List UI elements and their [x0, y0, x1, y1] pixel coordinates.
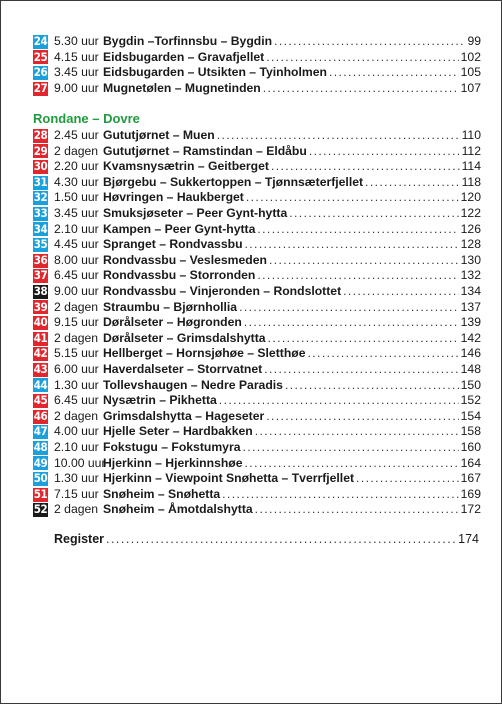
leader-dots [274, 34, 465, 50]
leader-dots [268, 331, 459, 347]
toc-entry[interactable] [33, 362, 481, 378]
route-title: Gututjørnet – Ramstindan – Eldåbu [103, 143, 307, 158]
route-duration: 1.30 uur [54, 377, 99, 392]
route-number-badge: 35 [33, 237, 48, 252]
toc-entry[interactable] [33, 409, 481, 425]
route-title: Dørålseter – Grimsdalshytta [103, 330, 266, 345]
page-number: 107 [460, 80, 481, 95]
leader-dots [242, 440, 458, 456]
route-duration: 4.45 uur [54, 237, 99, 252]
leader-dots [245, 456, 459, 472]
route-duration: 6.00 uur [54, 362, 99, 376]
route-title: Hellberget – Hornsjøhøe – Sletthøe [103, 346, 306, 361]
route-number-badge: 42 [33, 346, 48, 361]
route-number-badge: 24 [33, 34, 48, 48]
route-number-badge: 38 [33, 284, 48, 298]
toc-entry[interactable] [33, 346, 481, 362]
page-number: 128 [460, 237, 481, 252]
toc-entry[interactable] [33, 378, 481, 394]
route-number-badge: 47 [33, 424, 48, 439]
page-number: 150 [460, 377, 481, 392]
route-number-badge: 51 [33, 486, 48, 501]
leader-dots [285, 378, 459, 394]
toc-entry[interactable] [33, 128, 481, 144]
toc-entry[interactable] [33, 175, 481, 191]
leader-dots [255, 502, 459, 518]
route-title: Snøheim – Snøhetta [103, 486, 221, 501]
route-duration: 8.00 uur [54, 252, 99, 267]
page-number: 154 [460, 408, 481, 423]
toc-entry[interactable] [33, 487, 481, 503]
page-number: 122 [460, 206, 481, 220]
route-title: Gututjørnet – Muen [103, 128, 215, 142]
toc-entry[interactable] [33, 34, 481, 50]
page-number: 158 [460, 424, 481, 439]
route-duration: 2.10 uur [54, 221, 99, 236]
route-duration: 7.15 uur [54, 486, 99, 501]
route-number-badge: 32 [33, 190, 48, 205]
route-title: Eidsbugarden – Gravafjellet [103, 49, 265, 64]
leader-dots [239, 300, 459, 316]
page-number: 172 [460, 502, 481, 517]
toc-entry[interactable] [33, 144, 481, 160]
page-number: 148 [460, 362, 481, 376]
toc-entry[interactable] [33, 237, 481, 253]
page-number: 152 [460, 393, 481, 408]
page-number: 112 [461, 143, 481, 158]
leader-dots [219, 393, 459, 409]
route-title: Hjelle Seter – Hardbakken [103, 424, 253, 439]
route-number-badge: 28 [33, 128, 48, 142]
route-duration: 2.10 uur [54, 440, 99, 454]
page-number: 169 [460, 486, 481, 501]
toc-entry[interactable] [33, 222, 481, 238]
route-title: Fokstugu – Fokstumyra [103, 440, 241, 454]
route-number-badge: 41 [33, 330, 48, 345]
route-number-badge: 31 [33, 174, 48, 189]
route-number-badge: 46 [33, 408, 48, 423]
route-duration: 2 dagen [54, 502, 99, 517]
leader-dots [264, 362, 458, 378]
route-number-badge: 37 [33, 268, 48, 283]
toc-entry[interactable] [33, 65, 481, 81]
route-number-badge: 36 [33, 252, 48, 267]
route-number-badge: 26 [33, 65, 48, 80]
route-number-badge: 25 [33, 49, 48, 64]
route-duration: 9.00 uur [54, 80, 99, 95]
route-title: Tollevshaugen – Nedre Paradis [103, 377, 283, 392]
leader-dots [266, 50, 458, 66]
route-number-badge: 43 [33, 362, 48, 376]
route-duration: 6.45 uur [54, 393, 99, 408]
toc-entry[interactable] [33, 268, 481, 284]
leader-dots [271, 159, 460, 175]
route-title: Nysætrin – Pikhetta [103, 393, 217, 408]
toc-entry[interactable] [33, 331, 481, 347]
page-number: 134 [460, 284, 481, 298]
route-title: Kvamsnysætrin – Geitberget [103, 159, 269, 174]
route-duration: 9.15 uur [54, 315, 99, 330]
route-number-badge: 49 [33, 455, 48, 470]
route-duration: 4.15 uur [54, 49, 99, 64]
page-number: 118 [461, 174, 481, 189]
route-duration: 2.20 uur [54, 159, 99, 174]
route-number-badge: 50 [33, 471, 48, 486]
route-duration: 5.30 uur [54, 34, 99, 48]
route-title: Rondvassbu – Storronden [103, 268, 256, 283]
leader-dots [255, 424, 459, 440]
route-number-badge: 48 [33, 440, 48, 454]
page-number: 114 [461, 159, 481, 174]
leader-dots [263, 81, 459, 97]
route-number-badge: 44 [33, 377, 48, 392]
page-number: 164 [460, 455, 481, 470]
route-duration: 2.45 uur [54, 128, 99, 142]
route-duration: 3.45 uur [54, 206, 99, 220]
route-number-badge: 45 [33, 393, 48, 408]
leader-dots [356, 471, 459, 487]
leader-dots [245, 237, 459, 253]
route-title: Høvringen – Haukberget [103, 190, 244, 205]
route-title: Snøheim – Åmotdalshytta [103, 502, 253, 517]
toc-entry[interactable] [33, 393, 481, 409]
route-number-badge: 40 [33, 315, 48, 330]
leader-dots [309, 144, 460, 160]
route-duration: 1.50 uur [54, 190, 99, 205]
toc-entry[interactable] [33, 300, 481, 316]
page-number: 105 [460, 65, 481, 80]
route-number-badge: 27 [33, 80, 48, 95]
leader-dots [329, 65, 459, 81]
page-number: 167 [460, 471, 481, 486]
route-title: Spranget – Rondvassbu [103, 237, 243, 252]
route-duration: 3.45 uur [54, 65, 99, 80]
page-number: 126 [460, 221, 481, 236]
route-number-badge: 39 [33, 299, 48, 314]
route-title: Smuksjøseter – Peer Gynt-hytta [103, 206, 288, 220]
toc-entry[interactable] [33, 284, 481, 300]
route-number-badge: 34 [33, 221, 48, 236]
route-title: Bjørgebu – Sukkertoppen – Tjønnsæterfjellet [103, 174, 364, 189]
page-number: 99 [467, 34, 481, 48]
leader-dots [343, 284, 459, 300]
register-page: 174 [458, 532, 479, 546]
route-duration: 2 dagen [54, 299, 99, 314]
route-duration: 4.00 uur [54, 424, 99, 439]
route-title: Haverdalseter – Storrvatnet [103, 362, 263, 376]
route-duration: 2 dagen [54, 330, 99, 345]
toc-entry[interactable] [33, 315, 481, 331]
route-title: Mugnetølen – Mugnetinden [103, 80, 261, 95]
page-number: 137 [460, 299, 481, 314]
toc-entry[interactable] [33, 456, 481, 472]
route-number-badge: 30 [33, 159, 48, 174]
leader-dots [217, 128, 460, 144]
leader-dots [266, 409, 458, 425]
route-title: Eidsbugarden – Utsikten – Tyinholmen [103, 65, 327, 80]
page-number: 146 [460, 346, 481, 361]
toc-entry[interactable] [33, 253, 481, 269]
route-title: Grimsdalshytta – Hageseter [103, 408, 265, 423]
leader-dots [308, 346, 459, 362]
page-number: 102 [460, 49, 481, 64]
register-label: Register [54, 532, 105, 546]
route-title: Bygdin –Torfinnsbu – Bygdin [103, 34, 273, 48]
page-number: 132 [460, 268, 481, 283]
route-number-badge: 29 [33, 143, 48, 158]
route-title: Rondvassbu – Veslesmeden [103, 252, 267, 267]
route-title: Kampen – Peer Gynt-hytta [103, 221, 256, 236]
toc-entry[interactable] [33, 424, 481, 440]
leader-dots [257, 268, 458, 284]
leader-dots [222, 487, 459, 503]
route-duration: 4.30 uur [54, 174, 99, 189]
page-number: 139 [460, 315, 481, 330]
page-number: 142 [460, 330, 481, 345]
leader-dots [257, 222, 458, 238]
page-number: 130 [460, 252, 481, 267]
toc-entry[interactable] [33, 502, 481, 518]
page-number: 160 [460, 440, 481, 454]
toc-entry[interactable] [33, 81, 481, 97]
leader-dots [106, 532, 456, 546]
leader-dots [269, 253, 459, 269]
toc-entry[interactable] [33, 440, 481, 456]
page-number: 120 [460, 190, 481, 205]
page-number: 110 [461, 128, 481, 142]
register-entry[interactable] [54, 531, 479, 547]
route-title: Hjerkinn – Viewpoint Snøhetta – Tverrfjellet [103, 471, 355, 486]
route-duration: 10.00 uur [54, 455, 106, 470]
toc-entry[interactable] [33, 206, 481, 222]
route-duration: 2 dagen [54, 408, 99, 423]
route-duration: 9.00 uur [54, 284, 99, 298]
route-title: Straumbu – Bjørnhollia [103, 299, 238, 314]
leader-dots [289, 206, 458, 222]
route-title: Hjerkinn – Hjerkinnshøe [103, 455, 243, 470]
route-duration: 2 dagen [54, 143, 99, 158]
route-title: Dørålseter – Høgronden [103, 315, 242, 330]
route-duration: 5.15 uur [54, 346, 99, 361]
route-title: Rondvassbu – Vinjeronden – Rondslottet [103, 284, 342, 298]
toc-entry[interactable] [33, 159, 481, 175]
route-number-badge: 52 [33, 502, 48, 517]
section-heading: Rondane – Dovre [33, 111, 140, 126]
toc-entry[interactable] [33, 50, 481, 66]
toc-entry[interactable] [33, 471, 481, 487]
route-duration: 1.30 uur [54, 471, 99, 486]
route-number-badge: 33 [33, 206, 48, 220]
toc-entry[interactable] [33, 190, 481, 206]
leader-dots [244, 315, 459, 331]
leader-dots [365, 175, 460, 191]
leader-dots [246, 190, 459, 206]
route-duration: 6.45 uur [54, 268, 99, 283]
